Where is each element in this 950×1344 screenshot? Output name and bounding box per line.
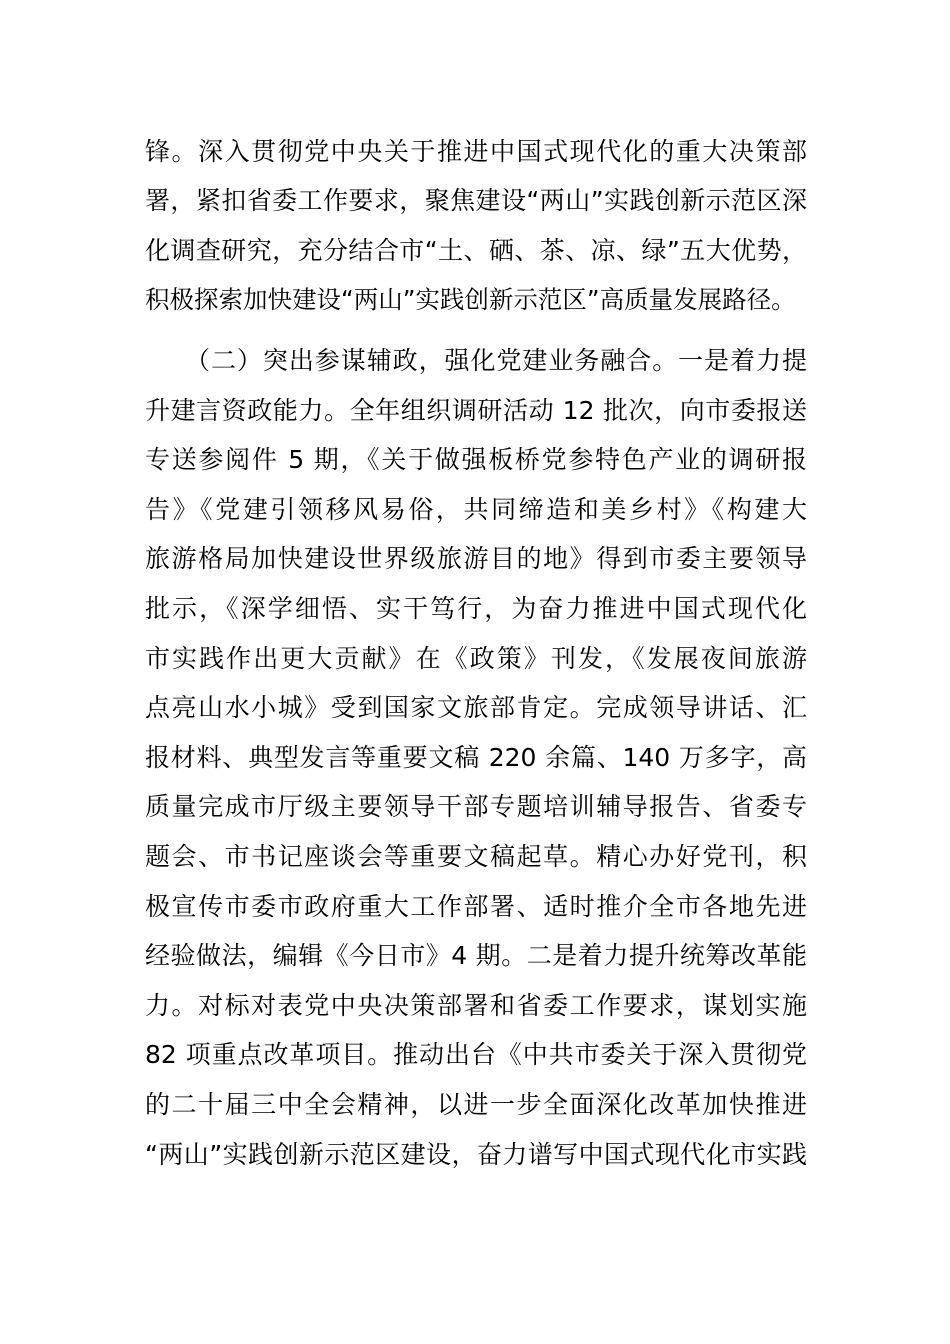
- text-line: （二）突出参谋辅政，强化党建业务融合。一是着力提: [185, 346, 807, 375]
- text-line: 质量完成市厅级主要领导干部专题培训辅导报告、省委专: [145, 792, 807, 821]
- text-line: 极宣传市委市政府重大工作部署、适时推介全市各地先进: [145, 892, 807, 921]
- text-line: 市实践作出更大贡献》在《政策》刊发，《发展夜间旅游: [145, 644, 807, 673]
- text-line: 锋。深入贯彻党中央关于推进中国式现代化的重大决策部: [145, 137, 807, 166]
- text-line: 积极探索加快建设“两山”实践创新示范区”高质量发展路径。: [145, 285, 796, 314]
- text-line: 署，紧扣省委工作要求，聚焦建设“两山”实践创新示范区深: [145, 186, 807, 215]
- text-line: 报材料、典型发言等重要文稿 220 余篇、140 万多字，高: [145, 743, 807, 772]
- text-line: “两山”实践创新示范区建设，奋力谱写中国式现代化市实践: [145, 1140, 807, 1169]
- text-line: 的二十届三中全会精神，以进一步全面深化改革加快推进: [145, 1090, 807, 1119]
- text-line: 旅游格局加快建设世界级旅游目的地》得到市委主要领导: [145, 544, 807, 573]
- text-line: 专送参阅件 5 期，《关于做强板桥党参特色产业的调研报: [145, 445, 807, 474]
- text-line: 题会、市书记座谈会等重要文稿起草。精心办好党刊，积: [145, 842, 807, 871]
- text-line: 82 项重点改革项目。推动出台《中共市委关于深入贯彻党: [145, 1040, 807, 1069]
- text-line: 批示，《深学细悟、实干笃行，为奋力推进中国式现代化: [145, 594, 807, 623]
- text-line: 经验做法，编辑《今日市》4 期。二是着力提升统筹改革能: [145, 941, 807, 970]
- text-line: 告》《党建引领移风易俗，共同缔造和美乡村》《构建大: [145, 495, 807, 524]
- text-line: 升建言资政能力。全年组织调研活动 12 批次，向市委报送: [145, 396, 807, 425]
- text-line: 点亮山水小城》受到国家文旅部肯定。完成领导讲话、汇: [145, 693, 807, 722]
- text-line: 力。对标对表党中央决策部署和省委工作要求，谋划实施: [145, 991, 807, 1020]
- text-line: 化调查研究，充分结合市“土、硒、茶、凉、绿”五大优势，: [145, 236, 807, 265]
